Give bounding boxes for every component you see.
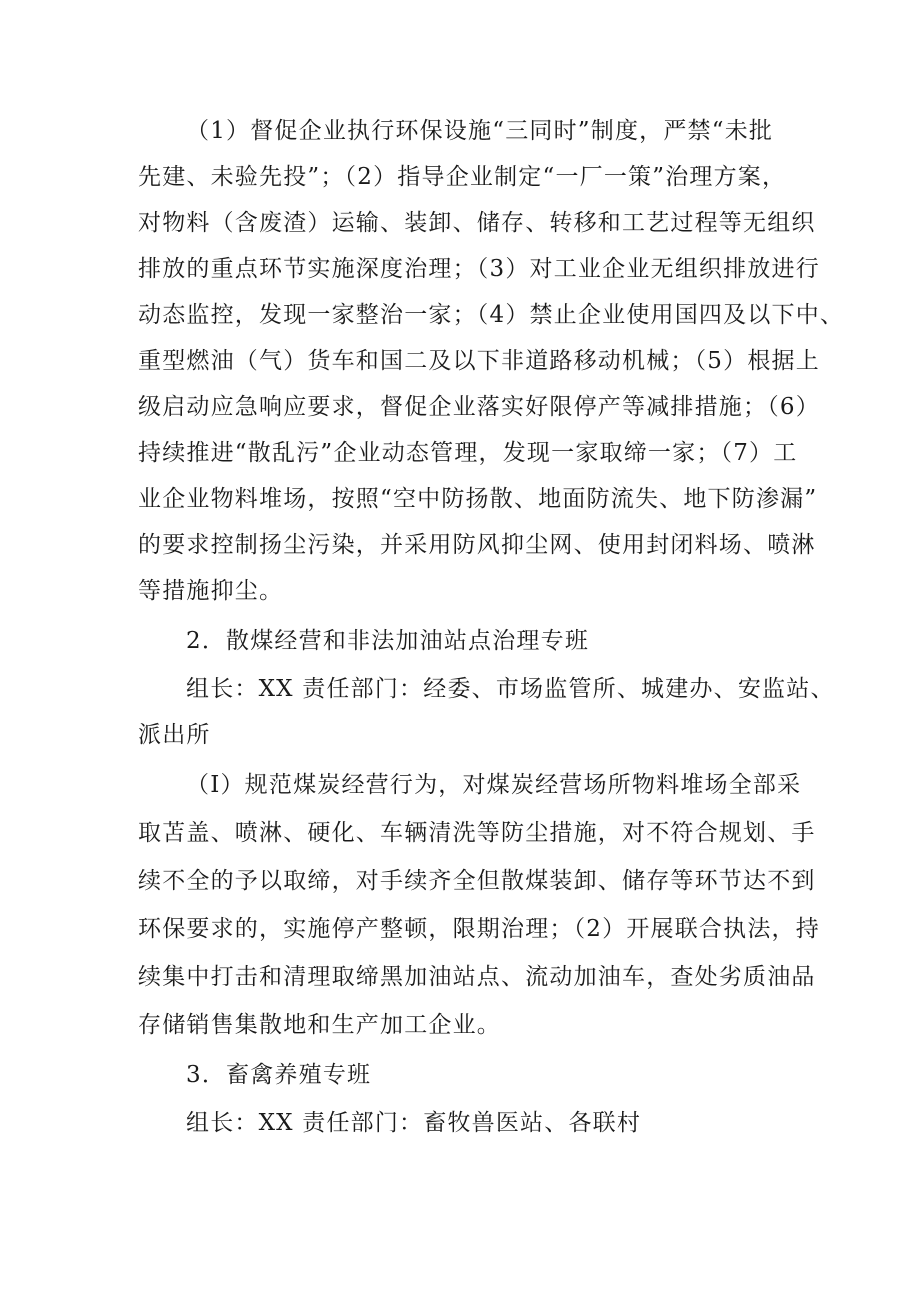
- section-3-leader: 组长：XX 责任部门：畜牧兽医站、各联村: [186, 1110, 642, 1136]
- paragraph-1-line-4: 排放的重点环节实施深度治理；（3）对工业企业无组织排放进行: [138, 256, 820, 282]
- paragraph-1-line-6: 重型燃油（气）货车和国二及以下非道路移动机械；（5）根据上: [138, 348, 820, 374]
- paragraph-1-line-5: 动态监控，发现一家整治一家；（4）禁止企业使用国四及以下中、: [138, 302, 845, 328]
- section-2-title: 2．散煤经营和非法加油站点治理专班: [186, 628, 590, 654]
- paragraph-2-line-2: 取苫盖、喷淋、硬化、车辆清洗等防尘措施，对不符合规划、手: [138, 820, 816, 846]
- section-2-leader-line-2: 派出所: [138, 722, 211, 748]
- paragraph-2-line-5: 续集中打击和清理取缔黑加油站点、流动加油车，查处劣质油品: [138, 964, 816, 990]
- paragraph-1-line-9: 业企业物料堆场，按照“空中防扬散、地面防流失、地下防渗漏”: [138, 486, 818, 512]
- paragraph-2-line-3: 续不全的予以取缔，对手续齐全但散煤装卸、储存等环节达不到: [138, 868, 816, 894]
- section-3-title: 3．畜禽养殖专班: [186, 1062, 372, 1088]
- paragraph-1-line-10: 的要求控制扬尘污染，并采用防风抑尘网、使用封闭料场、喷淋: [138, 532, 816, 558]
- paragraph-1-line-8: 持续推进“散乱污”企业动态管理，发现一家取缔一家；（7）工: [138, 440, 798, 466]
- paragraph-1-line-7: 级启动应急响应要求，督促企业落实好限停产等减排措施；（6）: [138, 394, 820, 420]
- paragraph-2-line-6: 存储销售集散地和生产加工企业。: [138, 1012, 501, 1038]
- paragraph-1-line-1: （1）督促企业执行环保设施“三同时”制度，严禁“未批: [186, 118, 774, 144]
- paragraph-1-line-3: 对物料（含废渣）运输、装卸、储存、转移和工艺过程等无组织: [138, 210, 816, 236]
- paragraph-1-line-2: 先建、未验先投”；（2）指导企业制定“一厂一策”治理方案，: [138, 164, 787, 190]
- section-2-leader-line-1: 组长：XX 责任部门：经委、市场监管所、城建办、安监站、: [186, 676, 835, 702]
- paragraph-1-line-11: 等措施抑尘。: [138, 578, 284, 604]
- paragraph-2-line-4: 环保要求的，实施停产整顿，限期治理；（2）开展联合执法，持: [138, 916, 820, 942]
- paragraph-2-line-1: （I）规范煤炭经营行为，对煤炭经营场所物料堆场全部采: [186, 772, 802, 798]
